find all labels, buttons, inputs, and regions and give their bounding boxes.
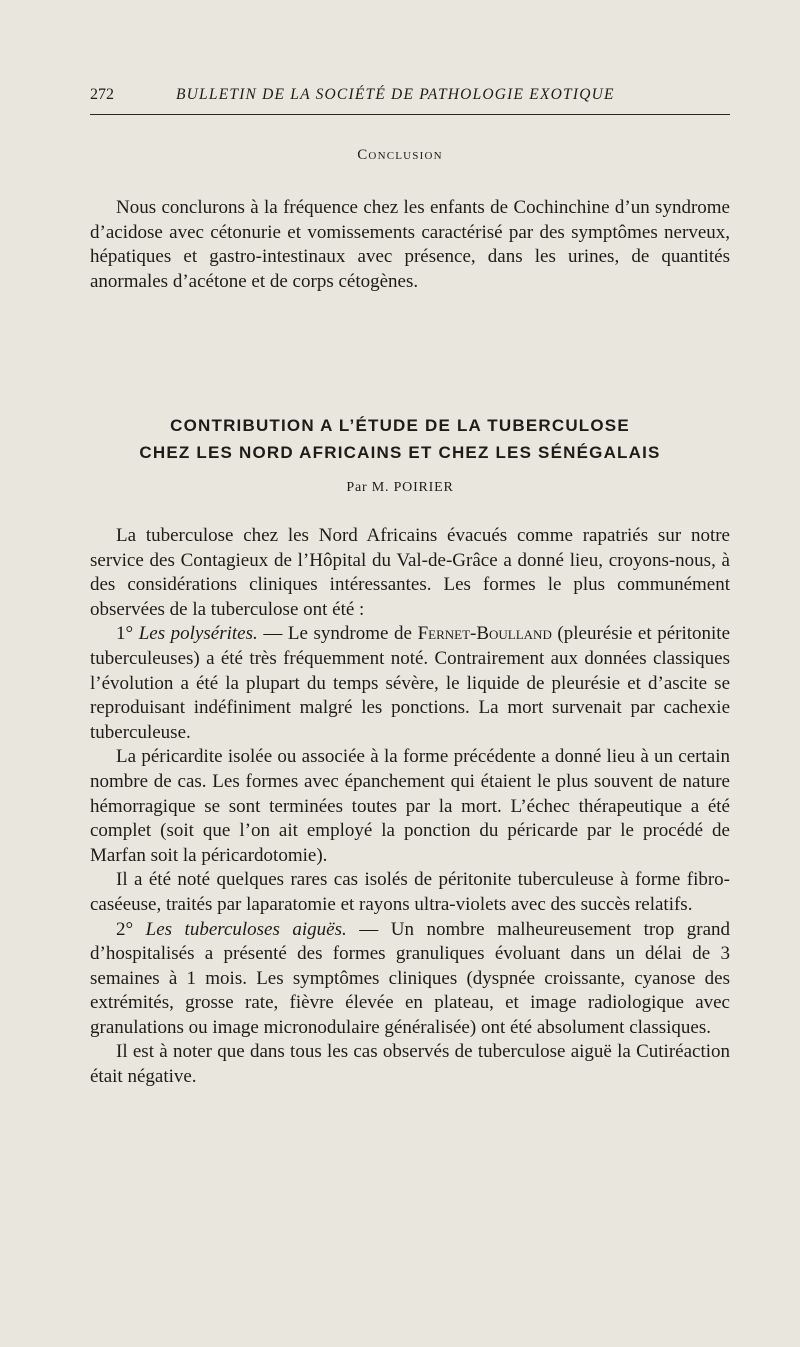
article-byline: Par M. POIRIER [346,480,454,495]
item-text: (pleurésie et péritonite tuberculeuses) a été très fréquemment noté. Contrairement aux données classiques l’évolution a été la plupart du temps sévère, le liquide de pleurésie et d’ascite se reproduisant indéfiniment malgré les ponctions. La mort survenait par cachexie tuberculeuse. [90,623,731,743]
conclusion-paragraph: Nous conclurons à la fréquence chez les enfants de Cochinchine d’un syndrome d’acidose avec cétonurie et vomissements caractérisé par des symptômes nerveux, hépatiques et gastro-intestinaux avec présence, dans les urines, de quantités anormales d’acétone et de corps cétogènes. [90,197,730,292]
item-polyserites [90,622,730,745]
article-body [90,524,730,1090]
page-number: 272 [90,86,114,103]
conclusion-section [90,196,730,294]
item-text: — Un nombre malheureusement trop grand d’hospitalisés a présenté des formes granuliques évoluant dans un délai de 3 semaines à 1 mois. Les symptômes cliniques (dyspnée croissante, cyanose des extrémités, grosse rate, fièvre élevée en plateau, et image radiologique avec granulations ou image micronodulaire généralisée) ont été absolument classiques. [90,918,730,1038]
running-head [90,86,730,110]
article-title-line-2: CHEZ LES NORD AFRICAINS ET CHEZ LES SÉNÉGALAIS [139,443,661,462]
item-title: Les tuberculoses aiguës. [145,918,347,940]
peritonite-paragraph: Il a été noté quelques rares cas isolés de péritonite tuberculeuse à forme fibro-caséeuse, traités par laparatomie et rayons ultra-violets avec des succès relatifs. [90,869,730,915]
pericardite-paragraph: La péricardite isolée ou associée à la forme précédente a donné lieu à un certain nombre de cas. Les formes avec épanchement qui étaient le plus souvent de nature hémorragique se sont terminées toutes par la mort. L’échec thérapeutique a été complet (soit que l’on ait employé la ponction du péricarde par le procédé de Marfan soit la péricardotomie). [90,746,730,866]
article-title-line-1: CONTRIBUTION A L’ÉTUDE DE LA TUBERCULOSE [170,416,630,435]
eponym: Fernet-Boulland [417,623,552,645]
intro-paragraph: La tuberculose chez les Nord Africains évacués comme rapatriés sur notre service des Contagieux de l’Hôpital du Val-de-Grâce a donné lieu, croyons-nous, à des considérations cliniques intéressantes. Les formes le plus communément observées de la tuberculose ont été : [90,525,730,620]
item-number: 1° [116,623,134,645]
conclusion-heading: Conclusion [357,147,443,163]
journal-title: BULLETIN DE LA SOCIÉTÉ DE PATHOLOGIE EXOTIQUE [176,86,615,103]
item-tuberculoses-aigues [90,918,730,1041]
item-number: 2° [116,918,134,940]
closing-paragraph: Il est à noter que dans tous les cas observés de tuberculose aiguë la Cutiréaction était négative. [90,1041,730,1088]
article-title [0,412,800,466]
item-title: Les polysérites. [138,623,258,645]
header-rule [90,114,730,115]
item-lead: — Le syndrome de [257,623,418,645]
